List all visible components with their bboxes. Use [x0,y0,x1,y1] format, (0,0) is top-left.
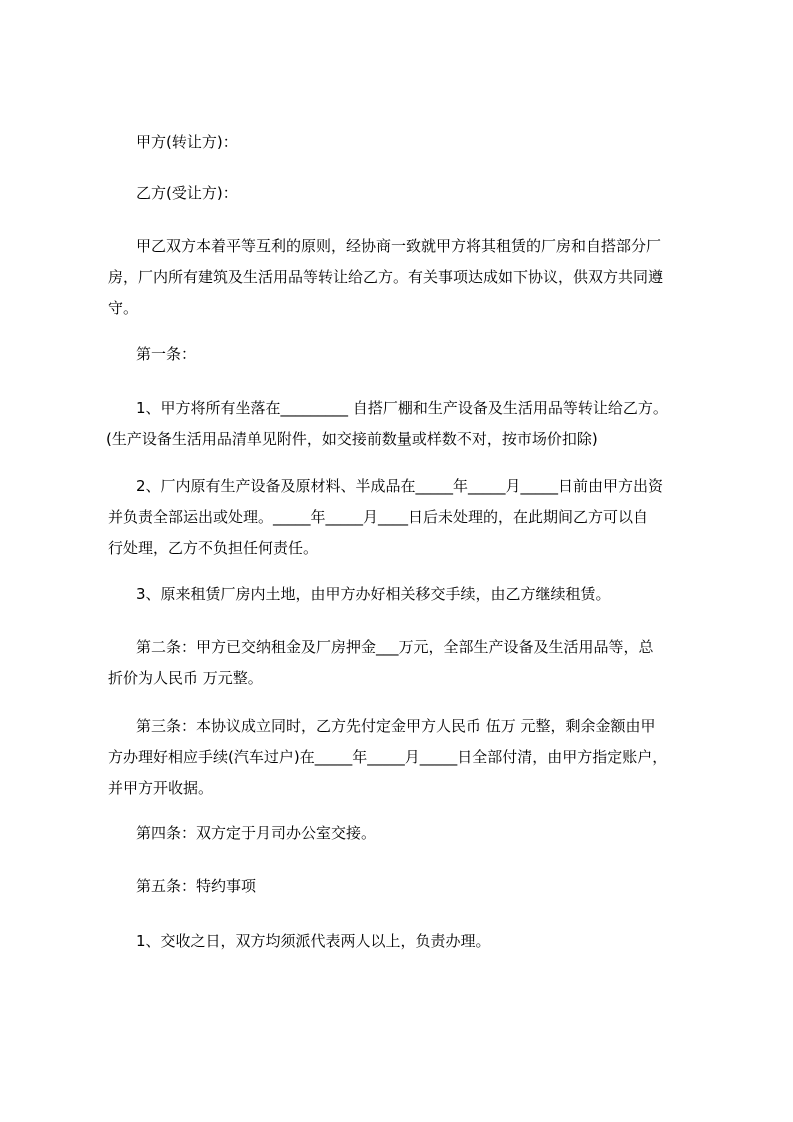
article-1-item-2 [108,471,698,564]
article-3-line-2: 方办理好相应手续(汽车过户)在_____年_____月_____日全部付清，由甲方指定账户， [108,748,668,766]
article-5-item-1-text: 1、交收之日，双方均须派代表两人以上，负责办理。 [136,932,491,950]
party-a-text: 甲方(转让方)： [136,133,238,151]
article-5-item-1 [108,926,726,957]
article-4-text: 第四条：双方定于月司办公室交接。 [136,824,377,842]
intro-line-1: 甲乙双方本着平等互利的原则，经协商一致就甲方将其租赁的厂房和自搭部分厂 [136,237,662,255]
article-1-title-text: 第一条： [136,345,197,363]
article-4-line [108,818,726,849]
intro-paragraph [108,231,698,324]
article-3-paragraph [108,711,698,804]
article-1-item-1-line-2: (生产设备生活用品清单见附件，如交接前数量或样数不对，按市场价扣除) [106,430,598,448]
article-1-item-2-line-2: 并负责全部运出或处理。_____年_____月____日后未处理的，在此期间乙方可以自 [108,508,649,526]
party-b-line [108,178,726,209]
article-5-title [108,871,726,902]
article-3-line-1: 第三条：本协议成立同时，乙方先付定金甲方人民币 伍万 元整，剩余金额由甲 [136,717,656,735]
article-1-item-1 [108,393,698,455]
intro-line-2: 房，厂内所有建筑及生活用品等转让给乙方。有关事项达成如下协议，供双方共同遵 [108,268,664,286]
party-a-line [108,127,726,158]
article-1-item-2-line-1: 2、厂内原有生产设备及原材料、半成品在_____年_____月_____日前由甲方出资 [136,477,664,495]
article-2-paragraph [108,632,698,694]
party-b-text: 乙方(受让方)： [136,184,238,202]
article-2-line-2: 折价为人民币 万元整。 [108,669,263,687]
article-2-line-1: 第二条：甲方已交纳租金及厂房押金___万元，全部生产设备及生活用品等，总 [136,638,654,656]
article-1-title [108,339,726,370]
article-3-line-3: 并甲方开收据。 [108,779,214,797]
intro-line-3: 守。 [108,299,139,317]
article-5-title-text: 第五条：特约事项 [136,877,257,895]
article-1-item-3-text: 3、原来租赁厂房内土地，由甲方办好相关移交手续，由乙方继续租赁。 [136,585,611,603]
article-1-item-2-line-3: 行处理，乙方不负担任何责任。 [108,539,319,557]
article-1-item-1-line-1: 1、甲方将所有坐落在_________ 自搭厂棚和生产设备及生活用品等转让给乙方。 [136,399,668,417]
article-1-item-3 [108,579,726,610]
